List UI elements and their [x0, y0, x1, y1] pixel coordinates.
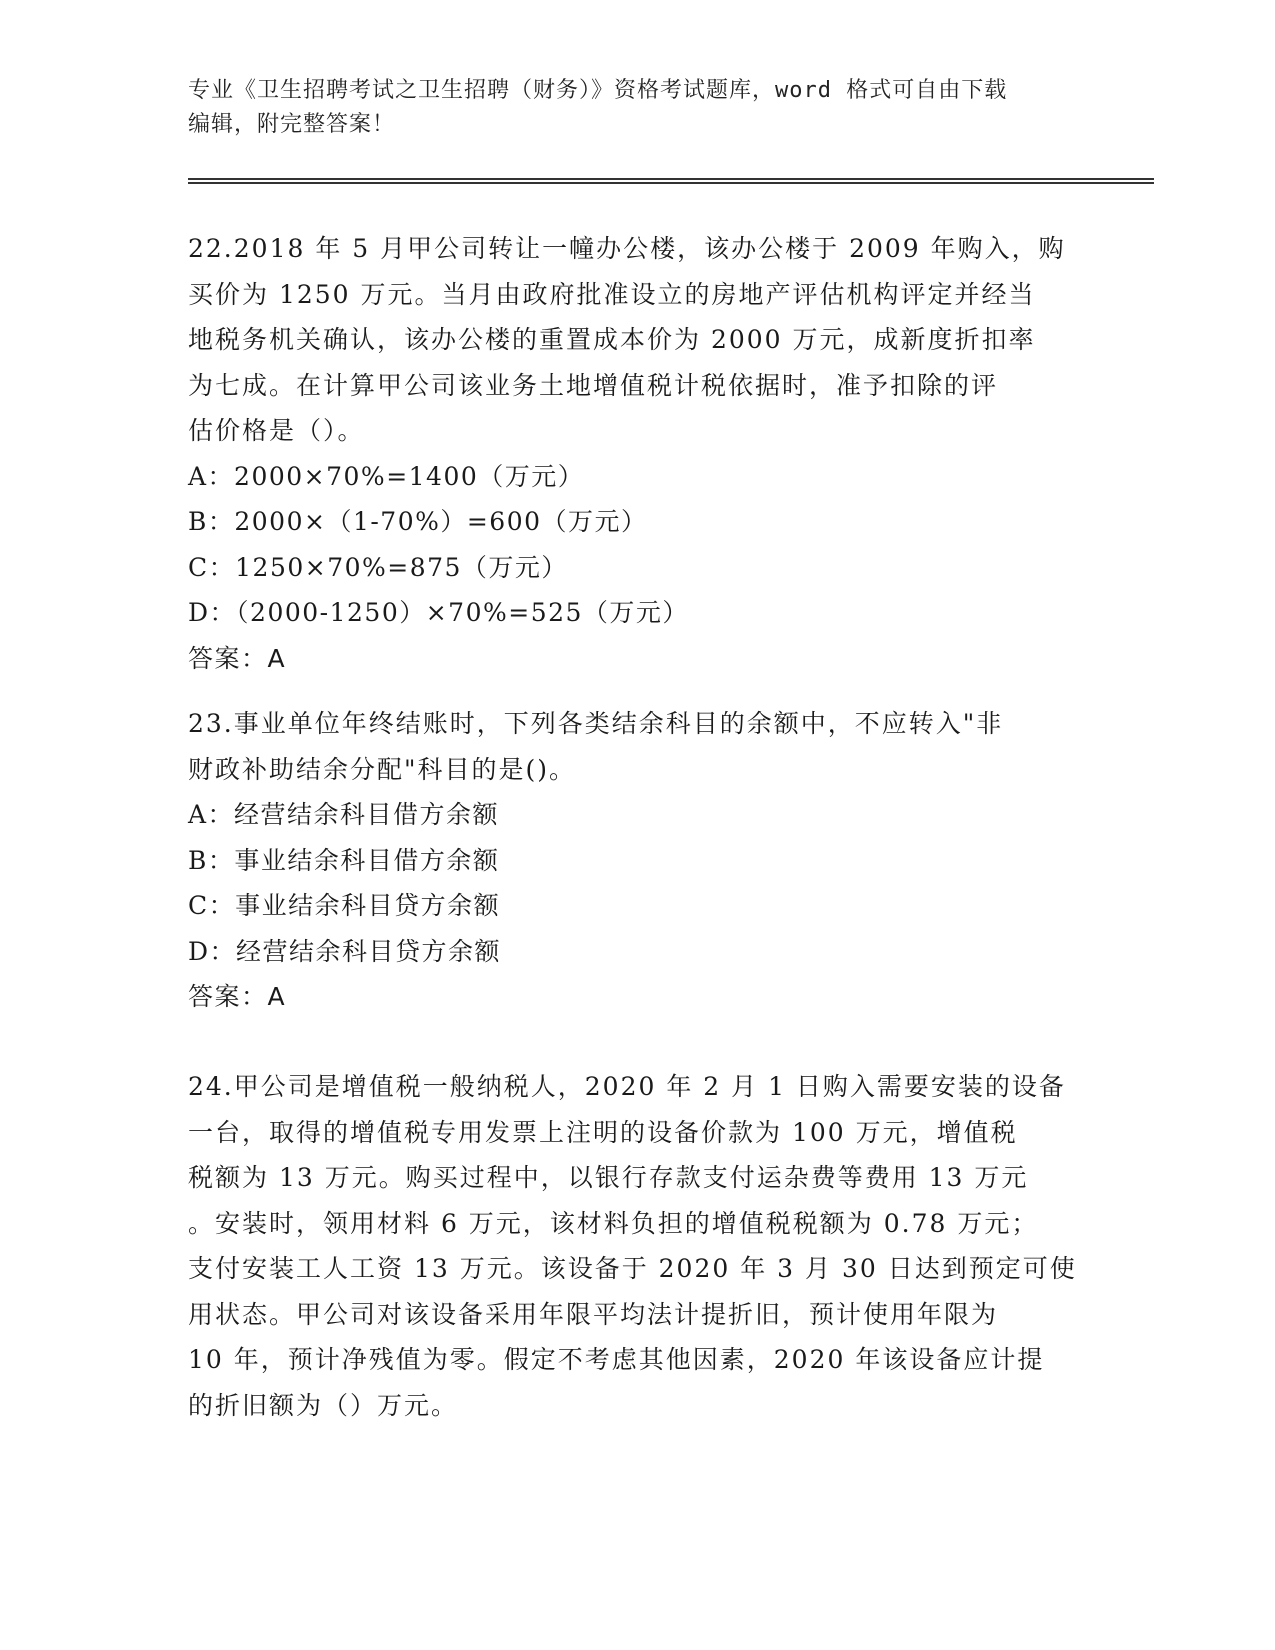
question-stem-line: 23.事业单位年终结账时，下列各类结余科目的余额中，不应转入"非	[188, 709, 1004, 738]
option-d: D：（2000-1250）×70%=525（万元）	[188, 598, 689, 627]
question-stem-line: 10 年，预计净残值为零。假定不考虑其他因素，2020 年该设备应计提	[188, 1345, 1045, 1374]
question-stem-line: 用状态。甲公司对该设备采用年限平均法计提折旧，预计使用年限为	[188, 1299, 999, 1329]
question-stem-line: 支付安装工人工资 13 万元。该设备于 2020 年 3 月 30 日达到预定可使	[188, 1254, 1077, 1283]
option-b: B：事业结余科目借方余额	[188, 845, 500, 875]
question-23	[188, 701, 1088, 1020]
question-stem-line: 税额为 13 万元。购买过程中，以银行存款支付运杂费等费用 13 万元	[188, 1163, 1029, 1192]
answer: 答案：A	[188, 982, 287, 1011]
question-22	[188, 226, 1088, 681]
question-stem-line: 一台，取得的增值税专用发票上注明的设备价款为 100 万元，增值税	[188, 1117, 1018, 1147]
document-header	[188, 74, 1088, 142]
question-stem-line: 财政补助结余分配"科目的是()。	[188, 754, 577, 784]
header-divider	[188, 178, 1154, 184]
option-b: B：2000×（1-70%）=600（万元）	[188, 507, 648, 536]
option-c: C：1250×70%=875（万元）	[188, 552, 568, 582]
option-d: D：经营结余科目贷方余额	[188, 936, 502, 966]
question-stem-line: 的折旧额为（）万元。	[188, 1390, 459, 1420]
option-a: A：经营结余科目借方余额	[188, 800, 500, 829]
question-stem-line: 估价格是（）。	[188, 416, 365, 445]
question-stem-line: 地税务机关确认，该办公楼的重置成本价为 2000 万元，成新度折扣率	[188, 325, 1036, 354]
answer: 答案：A	[188, 643, 287, 673]
option-c: C：事业结余科目贷方余额	[188, 891, 501, 920]
question-stem-line: 22.2018 年 5 月甲公司转让一幢办公楼，该办公楼于 2009 年购入，购	[188, 234, 1066, 263]
question-stem-line: 。安装时，领用材料 6 万元，该材料负担的增值税税额为 0.78 万元；	[188, 1208, 1039, 1238]
header-line-2: 编辑，附完整答案！	[188, 112, 396, 137]
option-a: A：2000×70%=1400（万元）	[188, 461, 585, 491]
header-line-1: 专业《卫生招聘考试之卫生招聘（财务）》资格考试题库，word 格式可自由下载	[188, 78, 1008, 103]
question-stem-line: 24.甲公司是增值税一般纳税人，2020 年 2 月 1 日购入需要安装的设备	[188, 1072, 1066, 1101]
question-24	[188, 1064, 1088, 1428]
question-stem-line: 为七成。在计算甲公司该业务土地增值税计税依据时，准予扣除的评	[188, 370, 999, 400]
question-stem-line: 买价为 1250 万元。当月由政府批准设立的房地产评估机构评定并经当	[188, 279, 1036, 309]
